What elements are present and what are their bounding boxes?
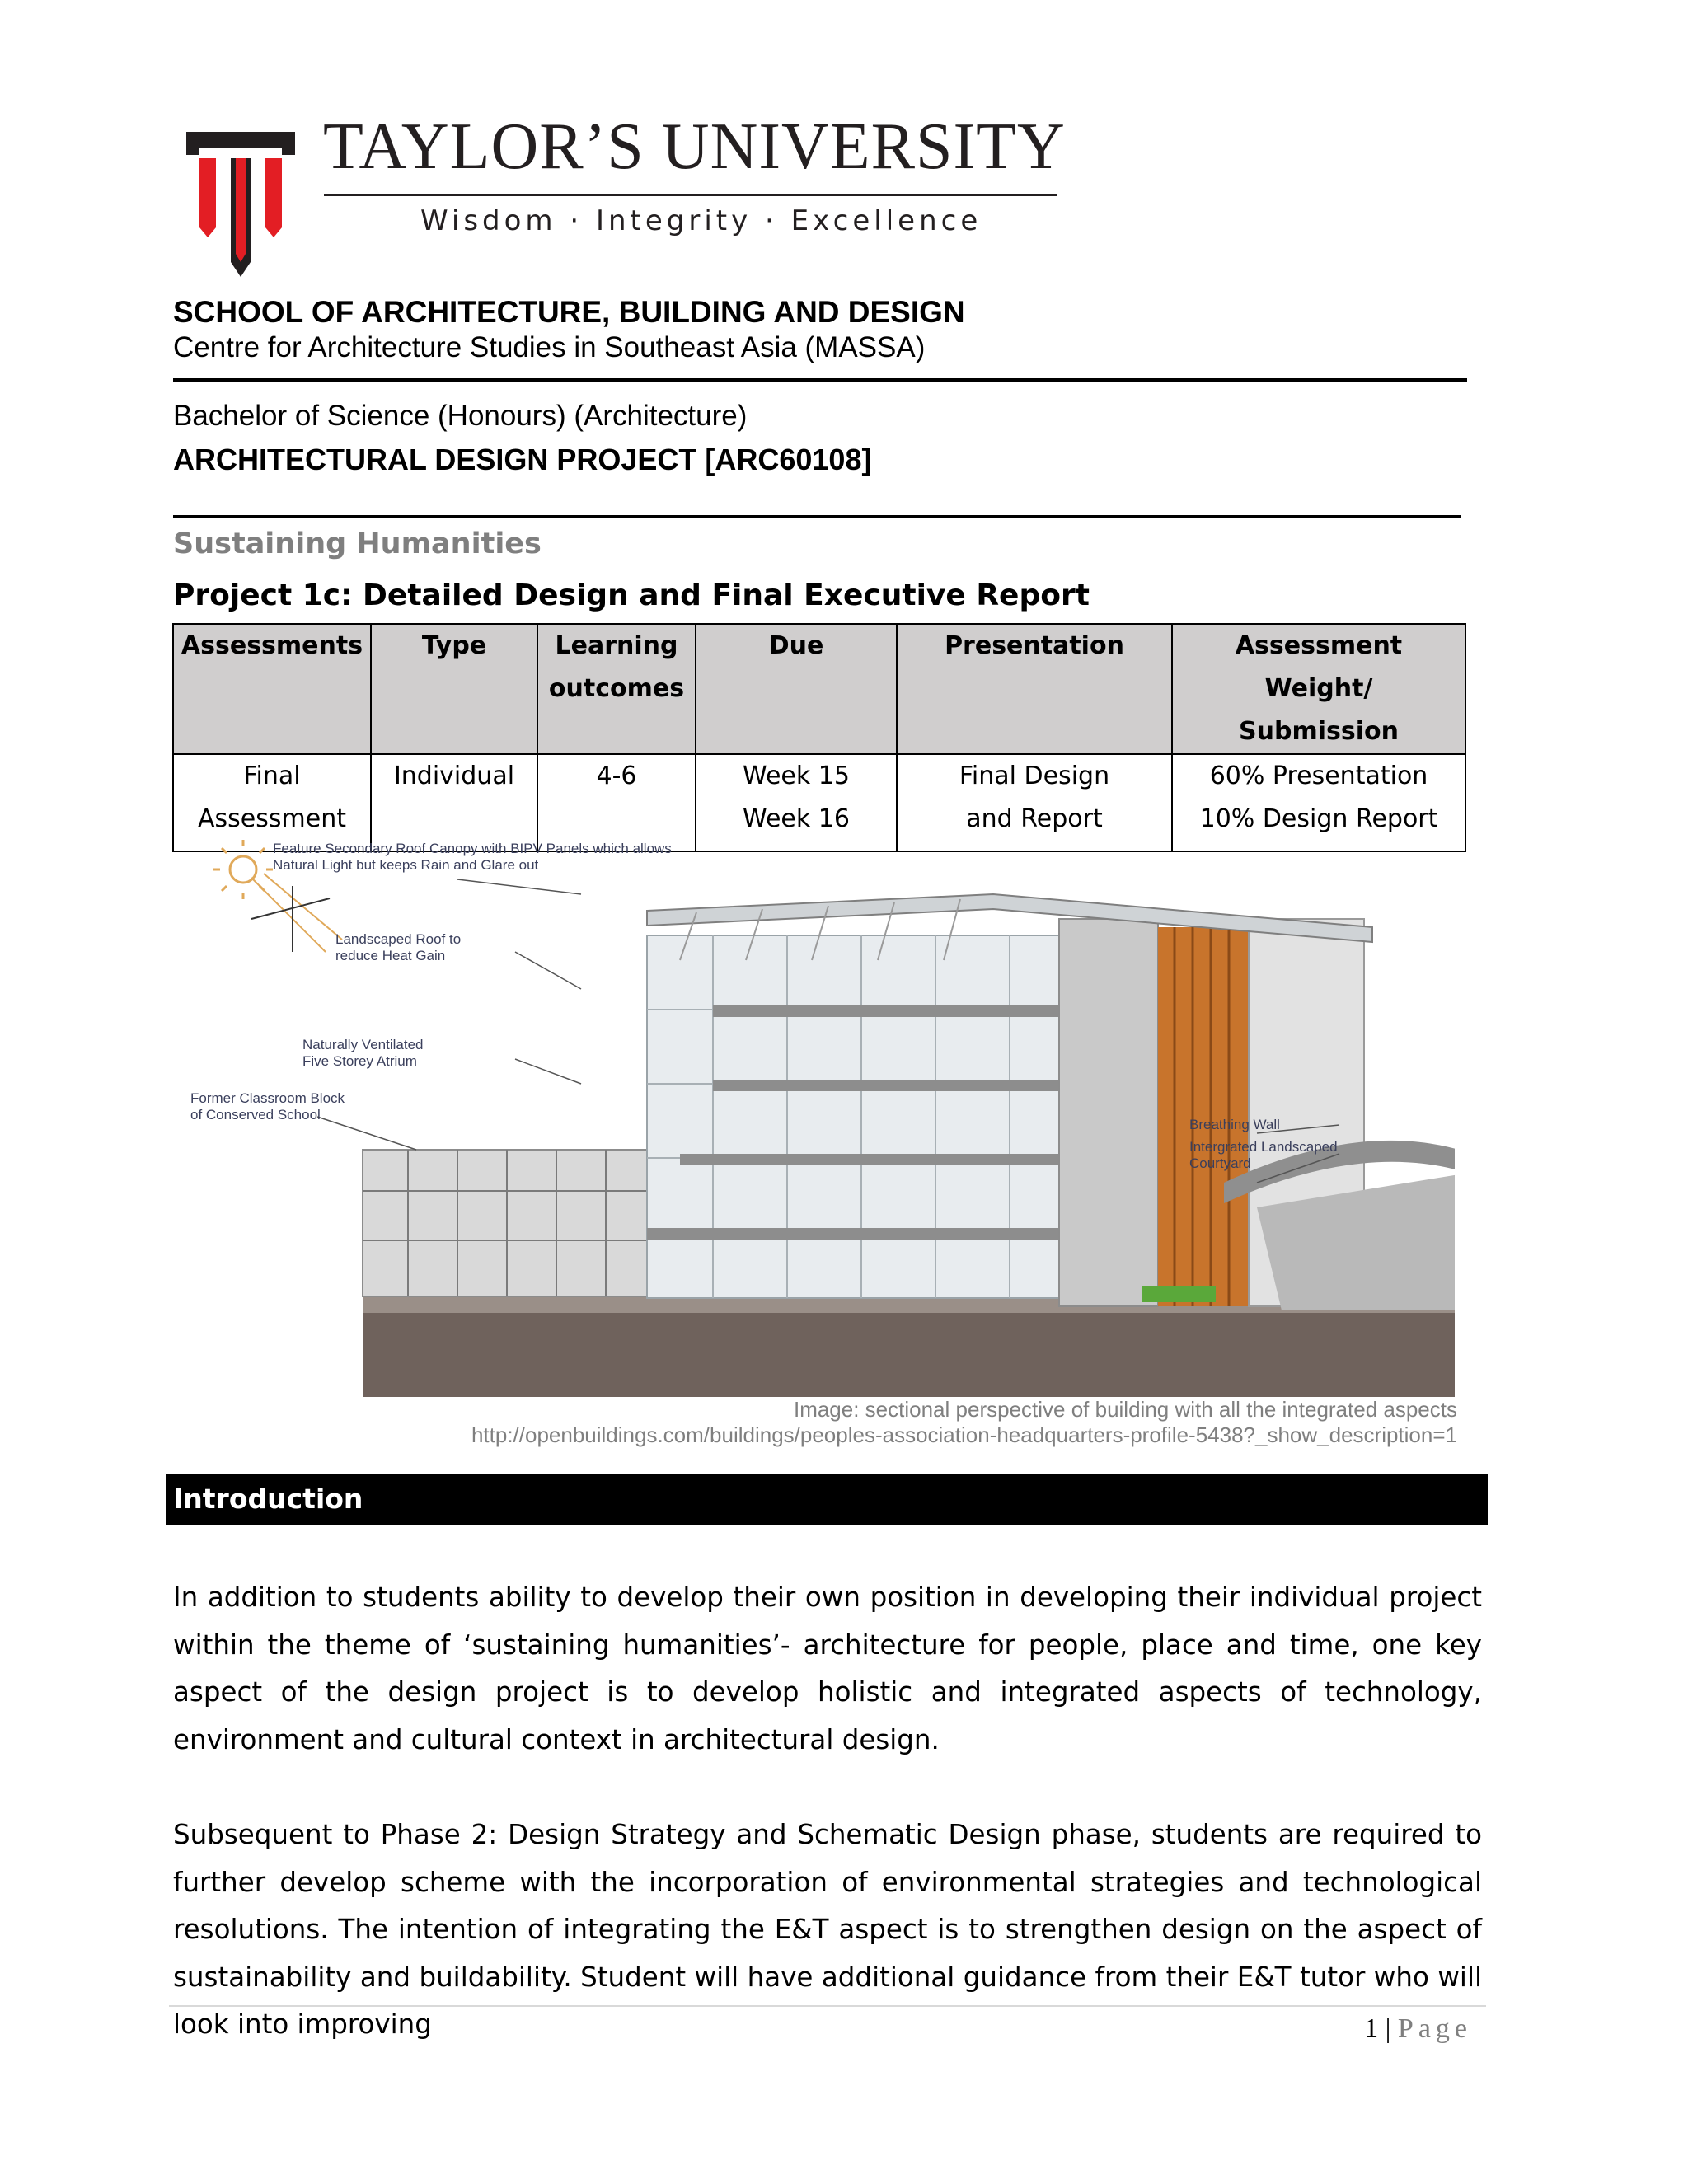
label-classroom-line2: of Conserved School bbox=[190, 1107, 321, 1122]
logo-divider bbox=[324, 194, 1057, 196]
cell-type-text: Individual bbox=[393, 762, 515, 790]
page-number-separator: | bbox=[1385, 2013, 1391, 2044]
cell-presentation-line2: and Report bbox=[966, 804, 1103, 833]
label-courtyard-line1: Intergrated Landscaped bbox=[1189, 1139, 1338, 1155]
page-number bbox=[1364, 2013, 1472, 2045]
cell-due-line1: Week 15 bbox=[743, 762, 850, 790]
header-divider-top bbox=[173, 378, 1467, 382]
building-section-figure bbox=[185, 837, 1455, 1397]
centre-name: Centre for Architecture Studies in Southeast Asia (MASSA) bbox=[173, 331, 926, 363]
cell-assessment-line1: Final bbox=[243, 762, 301, 790]
cell-assessment-line2: Assessment bbox=[198, 804, 346, 833]
label-breathing-wall: Breathing Wall bbox=[1189, 1117, 1280, 1132]
page-label: Page bbox=[1397, 2013, 1472, 2044]
logo-wordmark: TAYLOR’S UNIVERSITY bbox=[323, 110, 1066, 183]
cell-learning-text: 4-6 bbox=[596, 762, 637, 790]
ground-slab-shape bbox=[363, 1310, 1455, 1397]
school-name: SCHOOL OF ARCHITECTURE, BUILDING AND DESIGN bbox=[173, 295, 965, 329]
course-title: ARCHITECTURAL DESIGN PROJECT [ARC60108] bbox=[173, 443, 872, 476]
introduction-heading-bar bbox=[166, 1474, 1488, 1525]
header-weight-line1: Assessment Weight/ bbox=[1235, 631, 1403, 703]
introduction-paragraph-2: Subsequent to Phase 2: Design Strategy and Schematic Design phase, students are required to further develop scheme with the incorporation of environmental strategies and technological resolutions. The intention of integrating the E&T aspect is to strengthen design on the aspect of sustainability and buildability. Student will have additional guidance from their E&T tutor who will look into improving bbox=[173, 1819, 1482, 2041]
figure-caption: Image: sectional perspective of building with all the integrated aspects bbox=[793, 1397, 1457, 1422]
header-divider-bottom bbox=[173, 515, 1461, 518]
label-roof-line1: Landscaped Roof to bbox=[335, 931, 462, 947]
header-learning-line1: Learning bbox=[555, 631, 678, 660]
logo-pillar-right-shape bbox=[265, 158, 282, 237]
university-logo-mark bbox=[183, 130, 298, 279]
table-header-row bbox=[173, 624, 1465, 754]
cell-weight-line2: 10% Design Report bbox=[1199, 804, 1438, 833]
header-presentation bbox=[897, 624, 1172, 754]
header-due-text: Due bbox=[768, 631, 824, 660]
project-title: Project 1c: Detailed Design and Final Executive Report bbox=[173, 579, 1090, 612]
cell-presentation-line1: Final Design bbox=[959, 762, 1110, 790]
logo-pillar-left-shape bbox=[199, 158, 216, 237]
introduction-paragraph-1: In addition to students ability to develop their own position in developing their individual project within the theme of ‘sustaining humanities’- architecture for people, place and time, one key aspect of the design project is to develop holistic and integrated aspects of technology, environment and cultural context in architectural design. bbox=[173, 1582, 1482, 1755]
label-atrium-line2: Five Storey Atrium bbox=[302, 1053, 417, 1069]
logo-top-bar-shape bbox=[186, 132, 295, 155]
header-learning-line2: outcomes bbox=[548, 674, 685, 703]
header-weight-line2: Submission bbox=[1239, 717, 1399, 746]
footer-divider bbox=[169, 2005, 1486, 2007]
header-assessments bbox=[173, 624, 371, 754]
cell-due-line2: Week 16 bbox=[743, 804, 850, 833]
degree-name: Bachelor of Science (Honours) (Architecture) bbox=[173, 400, 748, 432]
header-presentation-text: Presentation bbox=[945, 631, 1124, 660]
logo-motto: Wisdom · Integrity · Excellence bbox=[420, 204, 982, 237]
label-canopy-line1: Feature Secondary Roof Canopy with BIPV Panels which allows bbox=[273, 841, 672, 856]
header-learning-outcomes bbox=[537, 624, 696, 754]
label-courtyard-line2: Courtyard bbox=[1189, 1155, 1251, 1171]
figure-source-url: http://openbuildings.com/buildings/peoples-association-headquarters-profile-5438?_show_description=1 bbox=[471, 1422, 1457, 1447]
courtyard-green-shape bbox=[1142, 1286, 1216, 1302]
header-type-text: Type bbox=[421, 631, 487, 660]
label-canopy-line2: Natural Light but keeps Rain and Glare out bbox=[273, 857, 539, 873]
assessment-table bbox=[172, 623, 1466, 852]
cell-weight-line1: 60% Presentation bbox=[1209, 762, 1428, 790]
label-roof-line2: reduce Heat Gain bbox=[335, 948, 446, 963]
header-due bbox=[696, 624, 897, 754]
header-weight bbox=[1172, 624, 1465, 754]
label-classroom-line1: Former Classroom Block bbox=[190, 1090, 345, 1106]
page-number-value: 1 bbox=[1364, 2013, 1379, 2044]
header-type bbox=[371, 624, 537, 754]
core-tower-shape bbox=[1059, 919, 1158, 1306]
logo-pillar-center-stripe-shape bbox=[236, 158, 246, 262]
header-assessments-text: Assessments bbox=[181, 631, 363, 660]
theme-title: Sustaining Humanities bbox=[173, 527, 542, 560]
label-atrium-line1: Naturally Ventilated bbox=[302, 1037, 424, 1052]
introduction-heading: Introduction bbox=[173, 1483, 363, 1515]
